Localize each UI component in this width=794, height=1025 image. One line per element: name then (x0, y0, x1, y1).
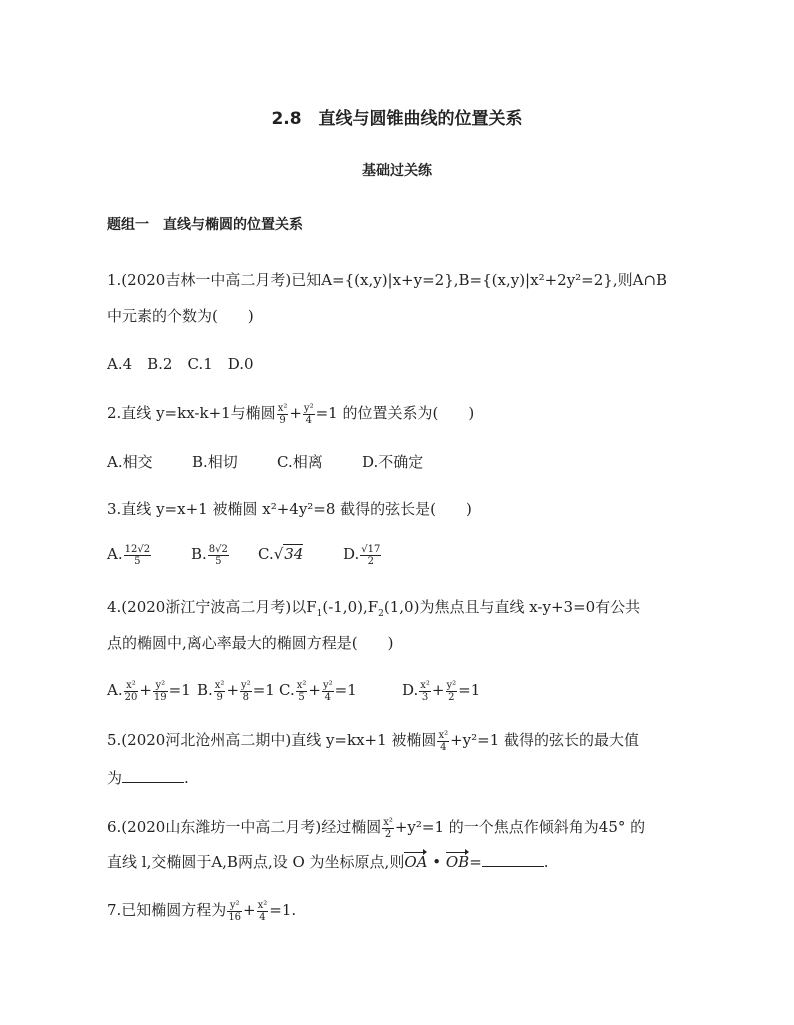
fraction-numerator: x² (438, 729, 449, 741)
fraction-numerator: y² (322, 679, 333, 691)
fraction-numerator: y² (303, 402, 314, 414)
fraction-denominator: 5 (298, 691, 305, 703)
fraction (214, 680, 226, 703)
fraction (153, 680, 168, 703)
fraction-denominator: 8 (242, 691, 250, 703)
fraction (277, 403, 289, 426)
question-2 (107, 401, 694, 426)
equation-tail: =1 (168, 681, 191, 699)
question-4-line-1 (107, 595, 694, 626)
vector-oa: OA (404, 850, 427, 874)
option-c: C.相离 (277, 453, 323, 471)
question-7 (107, 898, 694, 923)
fraction (322, 680, 334, 703)
option-a: A. $\frac{\text{x²}}{20}$ + $\frac{\text{y²}}{19}$ =1 (107, 679, 191, 703)
fraction (208, 544, 229, 567)
option-b: B. $\frac{\text{x²}}{9}$ + $\frac{\text{y²}}{8}$ =1 (197, 679, 275, 703)
option-label: D. (402, 681, 419, 699)
fraction-denominator: 4 (305, 414, 312, 426)
sqrt-symbol: √ (273, 545, 284, 563)
fraction (360, 544, 381, 567)
fraction-numerator: x² (214, 679, 225, 691)
fraction-denominator: 2 (367, 555, 374, 567)
option-label: A. (107, 681, 123, 699)
fraction-denominator: 9 (216, 691, 223, 703)
question-5-line-1 (107, 728, 694, 753)
text-segment: (-1,0),F (322, 598, 379, 616)
fraction (124, 680, 139, 703)
fraction (124, 544, 151, 567)
fraction-numerator: x² (296, 679, 307, 691)
answer-blank[interactable] (122, 767, 184, 783)
option-label: B. (191, 545, 207, 563)
text-segment: =1. (269, 901, 297, 919)
plus-sign: + (289, 404, 302, 422)
equation-tail: =1 (458, 681, 481, 699)
option-label: D. (343, 545, 360, 563)
question-6-line-2 (107, 850, 694, 874)
vector-ob: OB (446, 850, 469, 874)
option-c (258, 542, 343, 566)
question-1-line-2: 中元素的个数为( ) (107, 307, 254, 325)
question-3: 3.直线 y=x+1 被椭圆 x²+4y²=8 截得的弦长是( ) (107, 500, 472, 518)
fraction-denominator: 5 (134, 555, 141, 567)
fraction-denominator: 4 (324, 691, 331, 703)
subscript: 1 (316, 609, 323, 619)
fraction-numerator: x² (124, 680, 139, 692)
question-1-line-1: 1.(2020吉林一中高二月考)已知A={(x,y)|x+y=2},B={(x,y)|x²+2y²=2},则A∩B (107, 271, 668, 289)
equation-tail: =1 (334, 681, 357, 699)
equals-sign: = (469, 853, 482, 871)
fraction-denominator: 2 (384, 828, 392, 840)
fraction-numerator: x² (257, 899, 268, 911)
text-segment: (1,0)为焦点且与直线 x-y+3=0有公共 (383, 598, 641, 616)
option-b (191, 542, 258, 567)
fraction-denominator: 9 (279, 414, 286, 426)
text-segment: . (543, 853, 549, 871)
fraction (419, 680, 431, 703)
fraction-numerator: x² (383, 816, 393, 828)
fraction-numerator: x² (277, 402, 288, 414)
option-label: C. (258, 545, 274, 563)
text-segment: . (184, 769, 189, 787)
option-label: B. (197, 681, 213, 699)
page-title: 2.8 直线与圆锥曲线的位置关系 (271, 109, 523, 129)
fraction-denominator: 2 (448, 691, 455, 703)
text-segment: 7.已知椭圆方程为 (107, 901, 227, 919)
question-5-line-2 (107, 766, 694, 790)
sqrt-value: 34 (284, 545, 304, 563)
fraction-numerator: 12√2 (124, 543, 151, 555)
fraction (227, 900, 242, 923)
fraction (240, 680, 252, 703)
fraction-denominator: 5 (215, 555, 222, 567)
fraction (446, 680, 458, 703)
text-segment: +y²=1 的一个焦点作倾斜角为45° 的 (394, 818, 646, 836)
fraction-denominator: 3 (421, 691, 429, 703)
text-segment: 4.(2020浙江宁波高二月考)以F (107, 598, 317, 616)
fraction (296, 680, 308, 703)
option-label: A. (107, 545, 123, 563)
option-d: D. $\frac{\text{x²}}{3}$ + $\frac{\text{y²}}{2}$ =1 (402, 679, 481, 703)
question-6-line-1 (107, 815, 694, 840)
fraction-denominator: 4 (259, 911, 266, 923)
subscript: 2 (378, 609, 384, 619)
question-3-options (107, 542, 694, 567)
option-label: C. (279, 681, 295, 699)
option-a: A.相交 (107, 453, 153, 471)
question-1-options: A.4 B.2 C.1 D.0 (107, 355, 254, 373)
dot-operator: • (427, 853, 446, 871)
option-d: D.不确定 (362, 453, 424, 471)
fraction-denominator: 4 (440, 741, 447, 753)
option-b: B.相切 (192, 453, 238, 471)
text-segment: 5.(2020河北沧州高二期中)直线 y=kx+1 被椭圆 (107, 731, 437, 749)
equation-tail: =1 (252, 681, 275, 699)
fraction-denominator: 19 (153, 691, 167, 703)
fraction (303, 403, 315, 426)
fraction-denominator: 16 (228, 911, 242, 923)
plus-sign: + (243, 901, 256, 919)
fraction-numerator: y² (446, 679, 457, 691)
text-segment: 直线 l,交椭圆于A,B两点,设 O 为坐标原点,则 (107, 853, 405, 871)
fraction-numerator: √17 (361, 543, 381, 555)
question-4-options (107, 678, 694, 703)
answer-blank[interactable] (482, 851, 544, 867)
fraction-numerator: y² (241, 679, 251, 691)
fraction (382, 817, 394, 840)
fraction-numerator: x² (420, 679, 430, 691)
text-segment: +y²=1 截得的弦长的最大值 (450, 731, 640, 749)
question-2-prefix: 2.直线 y=kx-k+1与椭圆 (107, 404, 276, 422)
text-segment: 6.(2020山东潍坊一中高二月考)经过椭圆 (107, 818, 382, 836)
option-a (107, 542, 191, 567)
question-2-options (107, 450, 694, 474)
text-segment: 为 (107, 769, 123, 787)
fraction-numerator: 8√2 (208, 543, 228, 555)
fraction (437, 730, 449, 753)
question-2-suffix: =1 的位置关系为( ) (315, 404, 475, 422)
fraction-numerator: y² (227, 900, 242, 912)
fraction (257, 900, 269, 923)
option-d (343, 542, 382, 567)
section-subtitle: 基础过关练 (362, 163, 432, 179)
group-heading: 题组一 直线与椭圆的位置关系 (107, 217, 303, 233)
question-4-line-2: 点的椭圆中,离心率最大的椭圆方程是( ) (107, 634, 394, 652)
option-c: C. $\frac{\text{x²}}{5}$ + $\frac{\text{y²}}{4}$ =1 (279, 679, 357, 703)
fraction-numerator: y² (153, 680, 168, 692)
fraction-denominator: 20 (124, 691, 138, 703)
